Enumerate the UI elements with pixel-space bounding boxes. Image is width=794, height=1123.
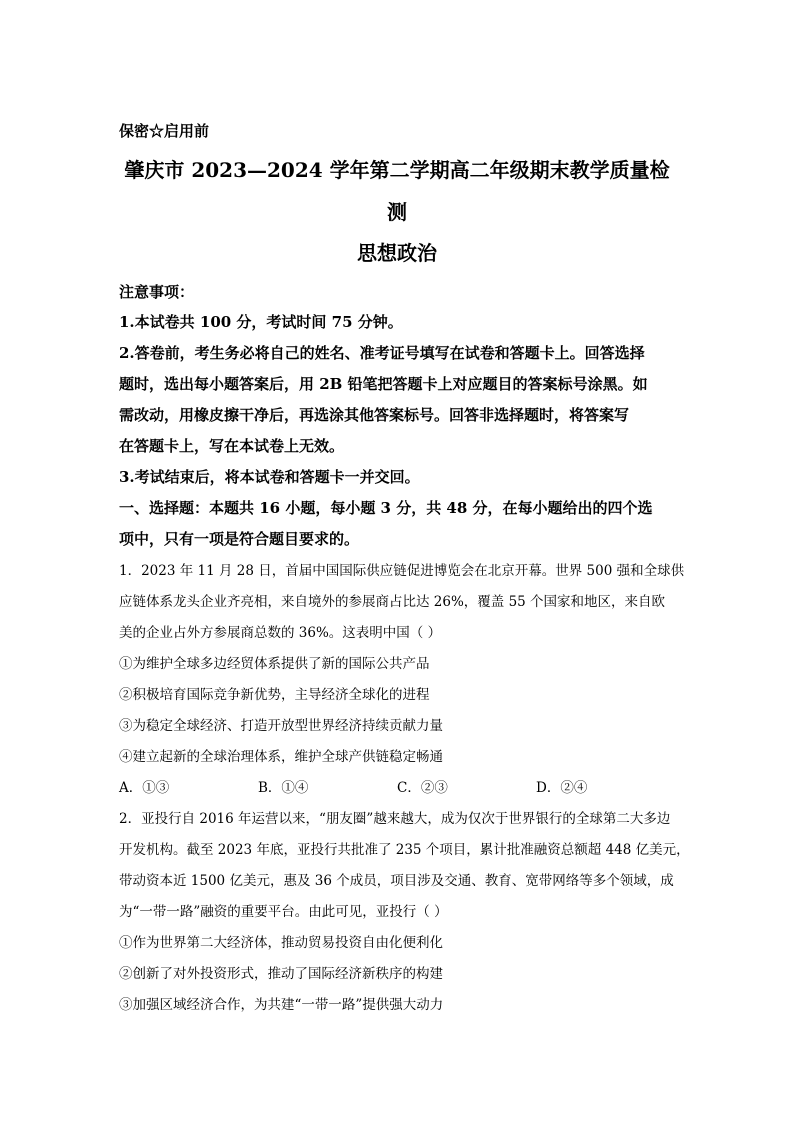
- secrecy-label: 保密☆启用前: [119, 122, 210, 140]
- notice-item-1: 1.本试卷共 100 分，考试时间 75 分钟。: [119, 313, 403, 331]
- q1-statement-3: ③为稳定全球经济、打造开放型世界经济持续贡献力量: [119, 718, 443, 734]
- section-heading: 一、选择题：本题共 16 小题，每小题 3 分，共 48 分，在每小题给出的四个选: [119, 499, 653, 517]
- q2-statement-1: ①作为世界第二大经济体，推动贸易投资自由化便利化: [119, 935, 443, 951]
- q1-statement-4: ④建立起新的全球治理体系，维护全球产供链稳定畅通: [119, 749, 443, 765]
- section-heading-line: 项中，只有一项是符合题目要求的。: [119, 530, 360, 548]
- q2-stem-line: 带动资本近 1500 亿美元，惠及 36 个成员，项目涉及交通、教育、宽带网络等多个领域，成: [119, 873, 674, 889]
- q2-statement-2: ②创新了对外投资形式，推动了国际经济新秩序的构建: [119, 966, 443, 982]
- q2-statement-3: ③加强区域经济合作，为共建“一带一路”提供强大动力: [119, 997, 444, 1013]
- q1-option-d: D．②④: [536, 780, 588, 796]
- notice-item-2-line: 在答题卡上，写在本试卷上无效。: [119, 437, 345, 455]
- q1-stem: 1．2023 年 11 月 28 日，首届中国国际供应链促进博览会在北京开幕。世界 500 强和全球供: [119, 563, 685, 579]
- q1-stem-line: 应链体系龙头企业齐亮相，来自境外的参展商占比达 26%，覆盖 55 个国家和地区，来自欧: [119, 594, 666, 610]
- q1-stem-line: 美的企业占外方参展商总数的 36%。这表明中国（ ）: [119, 625, 442, 641]
- notice-item-2-line: 题时，选出每小题答案后，用 2B 铅笔把答题卡上对应题目的答案标号涂黑。如: [119, 375, 648, 393]
- q1-option-a: A．①③: [119, 780, 170, 796]
- subject-title: 思想政治: [357, 241, 437, 265]
- q1-statement-1: ①为维护全球多边经贸体系提供了新的国际公共产品: [119, 656, 430, 672]
- notice-heading: 注意事项：: [119, 283, 195, 301]
- q2-stem-line: 为“一带一路”融资的重要平台。由此可见，亚投行（ ）: [119, 904, 448, 920]
- q1-option-b: B．①④: [258, 780, 309, 796]
- exam-title: 肇庆市 2023—2024 学年第二学期高二年级期末教学质量检: [124, 158, 670, 182]
- notice-item-3: 3.考试结束后，将本试卷和答题卡一并交回。: [119, 468, 420, 486]
- q1-option-c: C．②③: [397, 780, 448, 796]
- exam-title-continued: 测: [387, 200, 407, 224]
- q2-stem: 2．亚投行自 2016 年运营以来，“朋友圈”越来越大，成为仅次于世界银行的全球第二大多边: [119, 811, 671, 827]
- q2-stem-line: 开发机构。截至 2023 年底，亚投行共批准了 235 个项目，累计批准融资总额超 448 亿美元，: [119, 842, 690, 858]
- notice-item-2: 2.答卷前，考生务必将自己的姓名、准考证号填写在试卷和答题卡上。回答选择: [119, 344, 645, 362]
- q1-statement-2: ②积极培育国际竞争新优势，主导经济全球化的进程: [119, 687, 430, 703]
- notice-item-2-line: 需改动，用橡皮擦干净后，再选涂其他答案标号。回答非选择题时，将答案写: [119, 406, 630, 424]
